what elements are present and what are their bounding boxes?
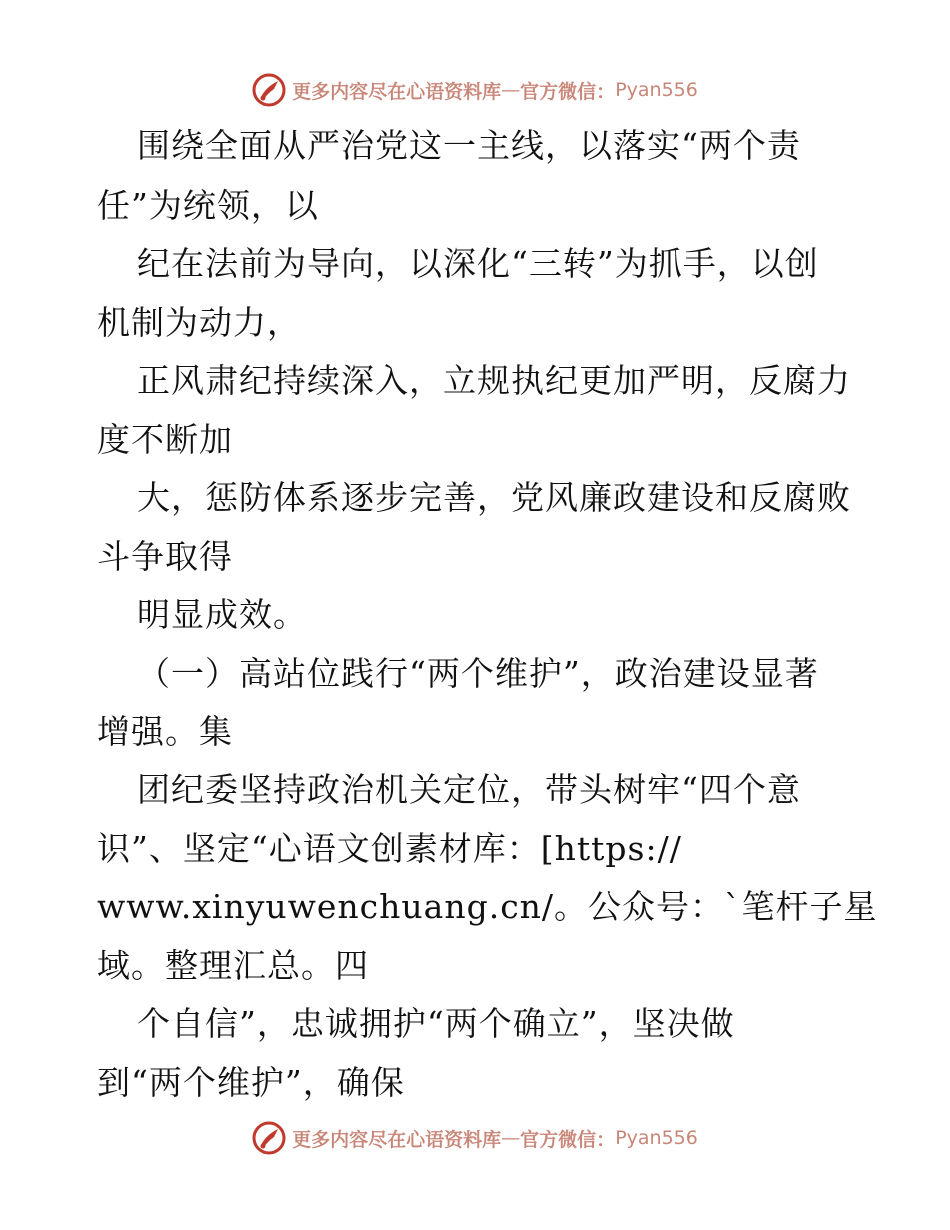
text-line: 纪在法前为导向，以深化“三转”为抓手，以创: [137, 244, 819, 283]
text-line: 机制为动力，: [97, 303, 301, 342]
watermark-main-text: 更多内容尽在心语资料库: [292, 80, 502, 103]
text-line: 域。整理汇总。四: [97, 946, 369, 985]
text-line: 正风肃纪持续深入，立规执纪更加严明，反腐力: [137, 361, 851, 400]
watermark-main-text: 更多内容尽在心语资料库: [292, 1128, 502, 1151]
text-line: 度不断加: [97, 420, 233, 459]
text-line: 增强。集: [97, 712, 233, 751]
text-line: www.xinyuwenchuang.cn/。公众号：`笔杆子星: [97, 887, 878, 926]
text-line: 大，惩防体系逐步完善，党风廉政建设和反腐败: [137, 478, 851, 517]
watermark-separator: —: [501, 79, 521, 101]
text-line: 明显成效。: [137, 595, 307, 634]
text-line: （一）高站位践行“两个维护”，政治建设显著: [137, 654, 819, 693]
text-line: 识”、坚定“心语文创素材库：[https://: [97, 829, 682, 868]
watermark-separator: —: [501, 1127, 521, 1149]
text-line: 围绕全面从严治党这一主线，以落实“两个责: [137, 126, 801, 165]
watermark-wechat-label: 官方微信：: [520, 1128, 616, 1151]
brush-logo-icon: [252, 73, 286, 107]
brush-logo-icon: [252, 1121, 286, 1155]
header-watermark: [0, 70, 950, 110]
footer-watermark: [0, 1118, 950, 1158]
text-line: 团纪委坚持政治机关定位，带头树牢“四个意: [137, 770, 801, 809]
text-line: 到“两个维护”，确保: [97, 1063, 405, 1102]
text-line: 任”为统领，以: [97, 186, 319, 225]
watermark-wechat-label: 官方微信：: [520, 80, 616, 103]
text-line: 斗争取得: [97, 537, 233, 576]
watermark-handle: Pyan556: [615, 79, 698, 101]
text-line: 个自信”，忠诚拥护“两个确立”，坚决做: [137, 1004, 735, 1043]
watermark-handle: Pyan556: [615, 1127, 698, 1149]
